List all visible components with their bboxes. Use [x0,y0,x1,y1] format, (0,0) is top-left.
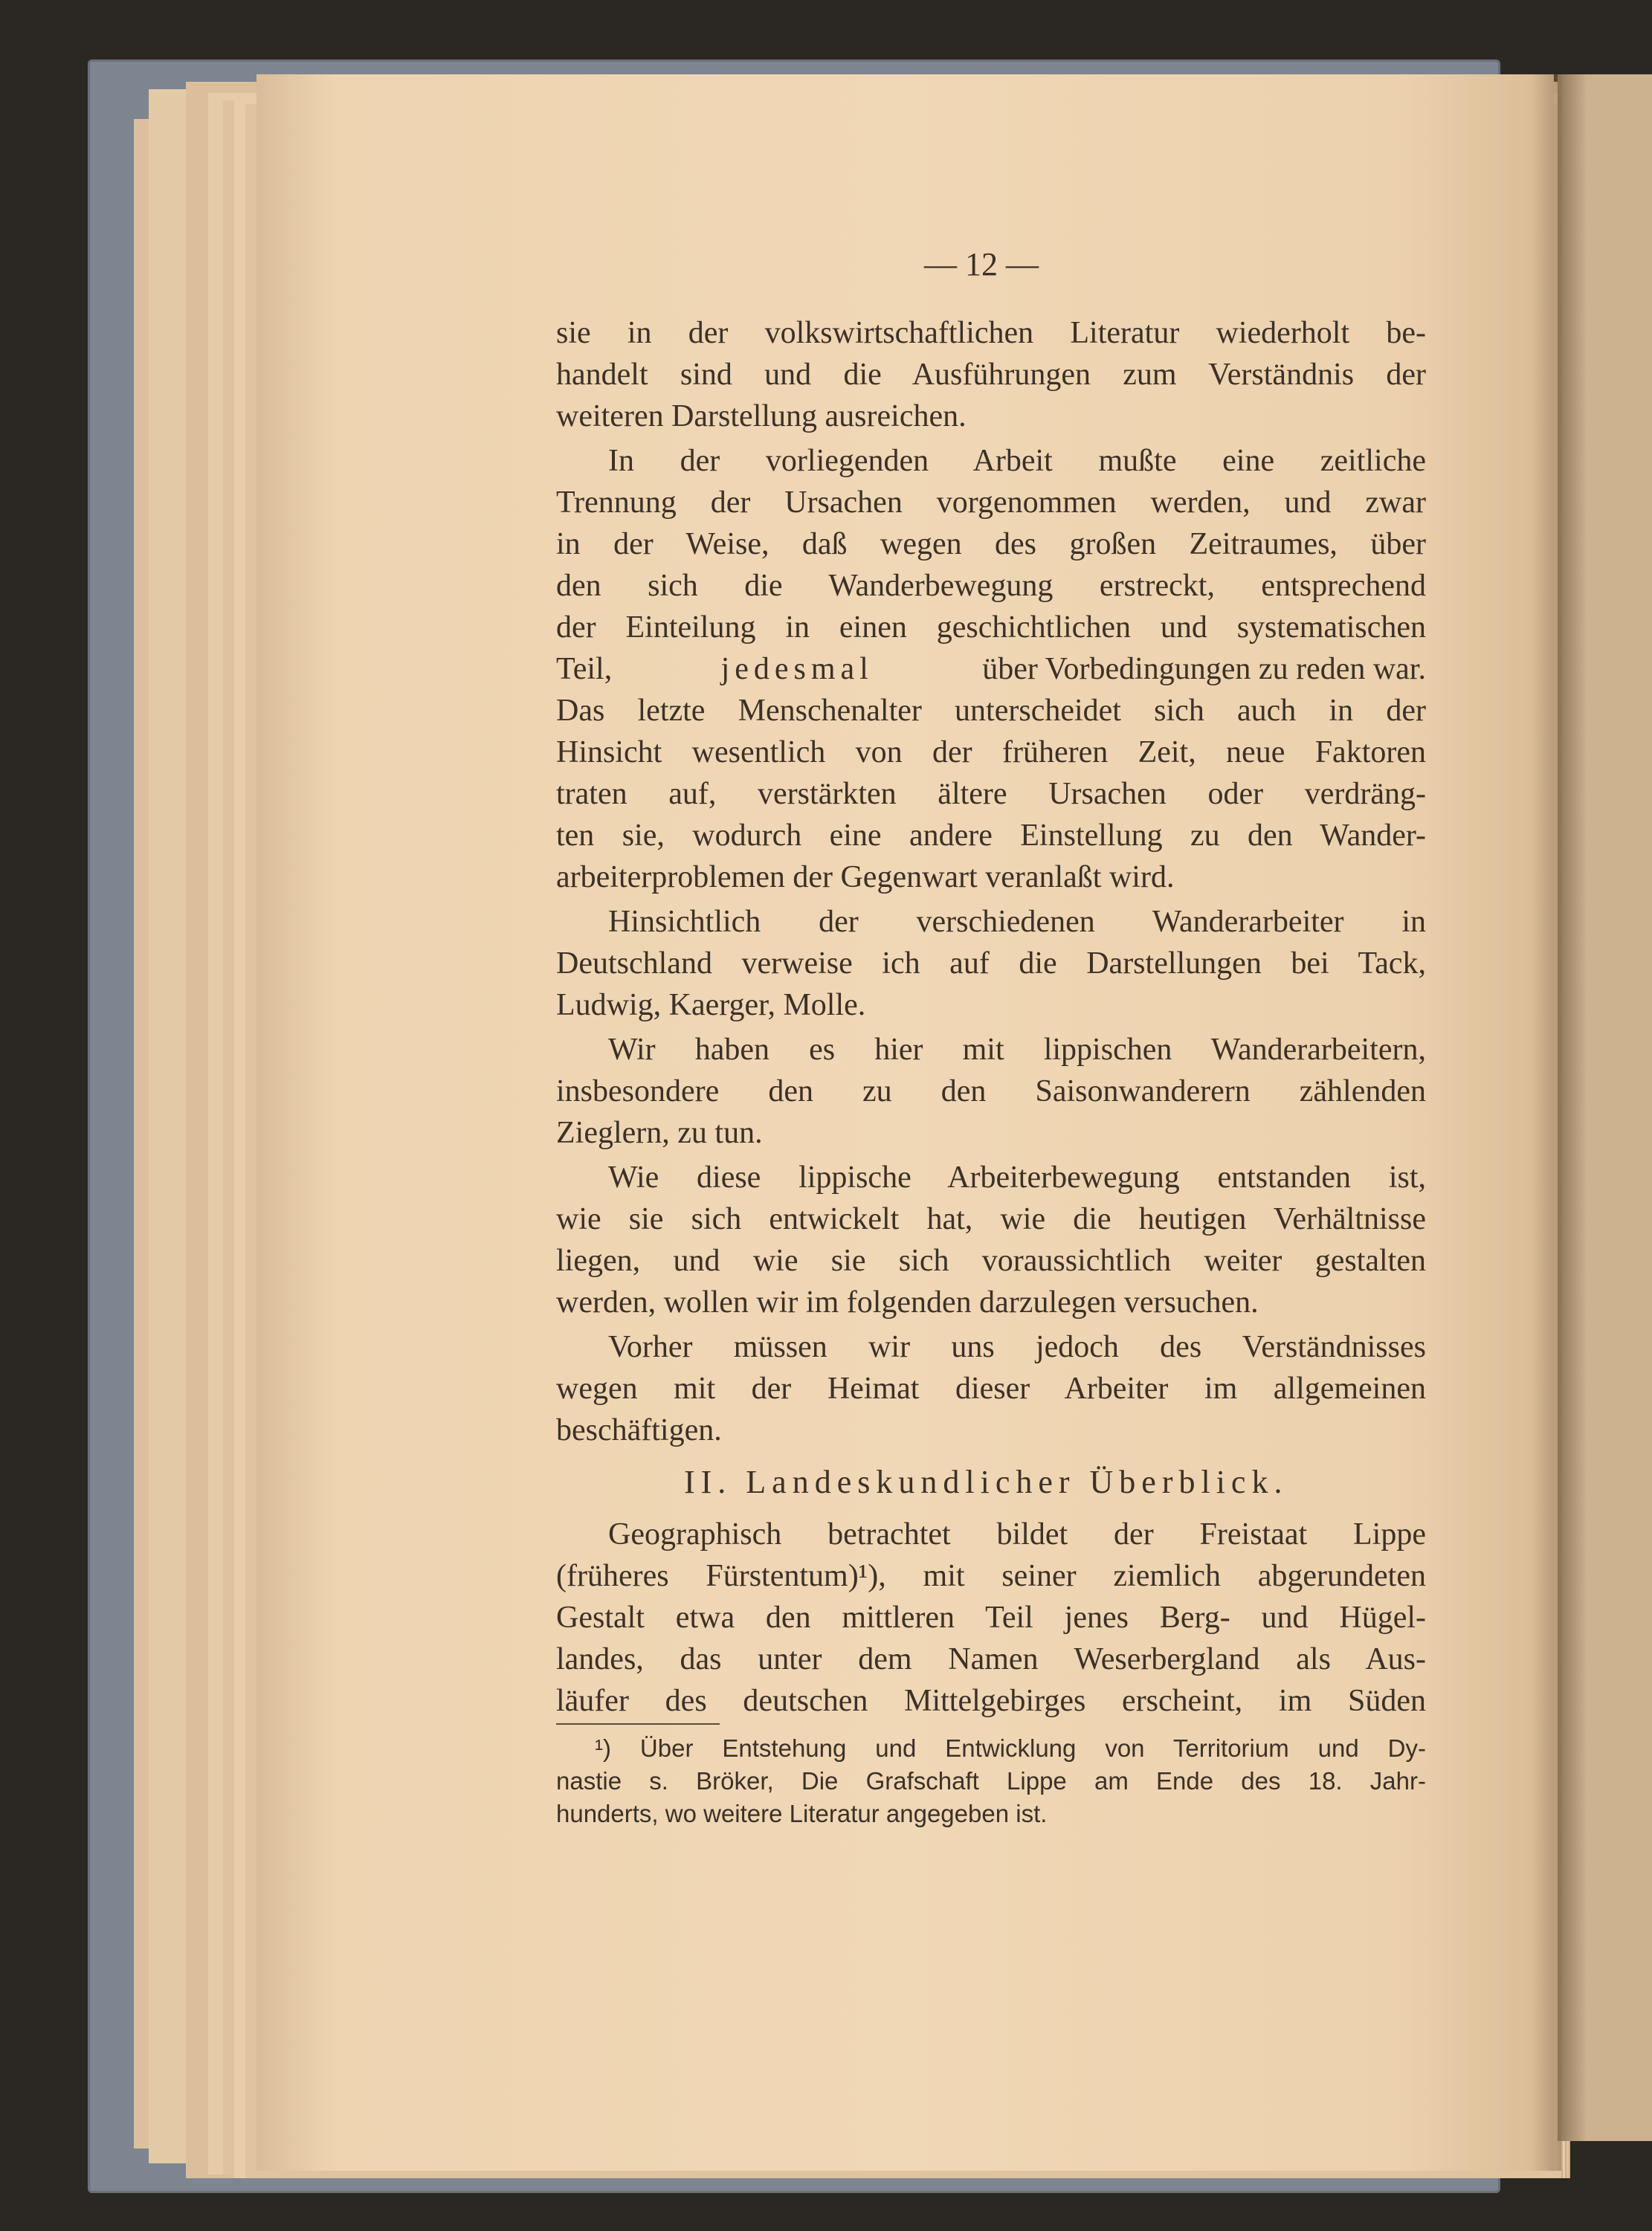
text-line: Gestalt etwa den mittleren Teil jenes Berg- und Hügel- [556,1601,1426,1635]
text-line: Trennung der Ursachen vorgenommen werden, und zwar [556,485,1426,520]
footnote-line: nastie s. Bröker, Die Grafschaft Lippe am Ende des 18. Jahr- [556,1767,1426,1795]
text-line: Zieglern, zu tun. [556,1116,763,1150]
text-line: Wie diese lippische Arbeiterbewegung entstanden ist, [608,1160,1426,1195]
footnote-line: ¹) Über Entstehung und Entwicklung von Territorium und Dy- [595,1734,1426,1762]
text-line: Deutschland verweise ich auf die Darstellungen bei Tack, [556,946,1426,981]
text-line: den sich die Wanderbewegung erstreckt, entsprechend [556,569,1426,603]
text-line: handelt sind und die Ausführungen zum Verständnis der [556,358,1426,392]
footnote-rule [556,1723,720,1725]
text-line: sie in der volkswirtschaftlichen Literatur wiederholt be- [556,316,1426,350]
text-line: Hinsicht wesentlich von der früheren Zeit, neue Faktoren [556,735,1426,769]
text-line: weiteren Darstellung ausreichen. [556,399,967,433]
text-fragment: Teil, [556,652,613,686]
text-line: (früheres Fürstentum)¹), mit seiner ziemlich abgerundeten [556,1559,1426,1593]
text-line: Geographisch betrachtet bildet der Freistaat Lippe [608,1517,1426,1552]
text-line: Wir haben es hier mit lippischen Wanderarbeitern, [608,1033,1426,1067]
text-line: insbesondere den zu den Saisonwanderern zählenden [556,1074,1426,1108]
text-line: landes, das unter dem Namen Weserbergland als Aus- [556,1642,1426,1676]
emphasized-word: jedesmal [720,652,874,686]
text-line: wie sie sich entwickelt hat, wie die heutigen Verhältnisse [556,1202,1426,1236]
text-line: wegen mit der Heimat dieser Arbeiter im allgemeinen [556,1372,1426,1406]
gutter-shadow [1558,74,1587,2141]
text-line: in der Weise, daß wegen des großen Zeitraumes, über [556,527,1426,561]
text-fragment: über Vorbedingungen zu reden war. [982,652,1426,686]
text-line: Das letzte Menschenalter unterscheidet sich auch in der [556,694,1426,728]
section-heading: II. Landeskundlicher Überblick. [684,1464,1288,1500]
text-line: Ludwig, Kaerger, Molle. [556,988,866,1022]
text-line: In der vorliegenden Arbeit mußte eine zeitliche [608,444,1426,478]
text-line: der Einteilung in einen geschichtlichen und systematischen [556,610,1426,645]
page-number: — 12 — [924,246,1039,282]
text-line: ten sie, wodurch eine andere Einstellung zu den Wander- [556,819,1426,853]
text-line: arbeiterproblemen der Gegenwart veranlaßt wird. [556,860,1175,894]
text-line: liegen, und wie sie sich voraussichtlich weiter gestalten [556,1244,1426,1278]
text-line: läufer des deutschen Mittelgebirges erscheint, im Süden [556,1684,1426,1718]
text-line: beschäftigen. [556,1413,722,1447]
footnote-line: hunderts, wo weitere Literatur angegeben ist. [556,1800,1048,1827]
text-line: Vorher müssen wir uns jedoch des Verständnisses [608,1330,1426,1364]
text-line [556,648,1426,690]
page-shadow [1532,74,1561,2171]
text-line: werden, wollen wir im folgenden darzulegen versuchen. [556,1285,1259,1320]
text-line: traten auf, verstärkten ältere Ursachen oder verdräng- [556,777,1426,811]
text-line: Hinsichtlich der verschiedenen Wanderarbeiter in [608,905,1426,939]
